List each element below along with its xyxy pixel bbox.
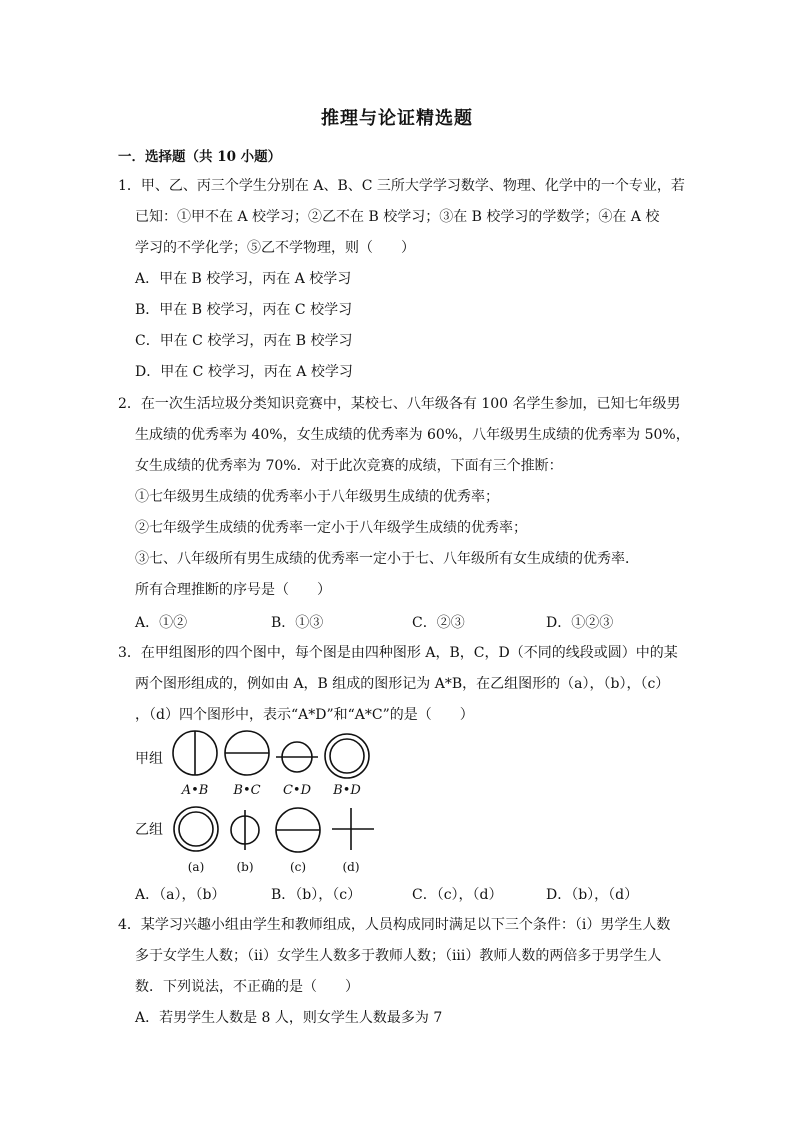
q4-line-3: 数．下列说法，不正确的是（ ）	[135, 979, 359, 995]
q4-option-a: A．若男学生人数是 8 人，则女学生人数最多为 7	[135, 1010, 443, 1026]
q4-line-2: 多于女学生人数；（ii）女学生人数多于教师人数；（iii）教师人数的两倍多于男学生人	[135, 948, 662, 964]
q2-line-7: 所有合理推断的序号是（ ）	[135, 582, 331, 598]
caption-figure-c: (c)	[289, 860, 307, 874]
q1-line-1: 1．甲、乙、丙三个学生分别在 A、B、C 三所大学学习数学、物理、化学中的一个专业，若	[118, 178, 685, 194]
page-title: 推理与论证精选题	[321, 108, 473, 129]
q2-option-c: C．②③	[412, 615, 465, 631]
q1-line-3: 学习的不学化学；⑤乙不学物理，则（ ）	[135, 240, 415, 256]
q3-option-c: C．（c），（d）	[412, 887, 503, 903]
q1-line-2: 已知：①甲不在 A 校学习；②乙不在 B 校学习；③在 B 校学习的学数学；④在 A 校	[135, 209, 660, 225]
q3-line-1: 3．在甲组图形的四个图中，每个图是由四种图形 A，B，C，D（不同的线段或圆）中的某	[118, 645, 678, 661]
q1-option-b: B．甲在 B 校学习，丙在 C 校学习	[135, 302, 353, 318]
caption-figure-a: (a)	[187, 860, 205, 874]
q3-line-2: 两个图形组成的，例如由 A，B 组成的图形记为 A*B，在乙组图形的（a），（b），（c）	[135, 676, 670, 692]
q2-option-d: D．①②③	[546, 615, 614, 631]
caption-a-b: A•B	[181, 783, 209, 798]
q2-option-a: A．①②	[135, 615, 188, 631]
figure-c	[276, 808, 320, 852]
q3-option-b: B．（b），（c）	[271, 887, 362, 903]
q2-line-6: ③七、八年级所有男生成绩的优秀率一定小于七、八年级所有女生成绩的优秀率．	[135, 551, 639, 567]
figure-c-d	[276, 742, 318, 772]
figure-b	[231, 810, 259, 850]
q3-line-3: ，（d）四个图形中，表示“A*D”和“A*C”的是（ ）	[135, 707, 474, 723]
group-b-label: 乙组	[135, 822, 163, 838]
q2-line-4: ①七年级男生成绩的优秀率小于八年级男生成绩的优秀率；	[135, 489, 499, 505]
caption-b-c: B•C	[233, 783, 261, 798]
q1-option-d: D．甲在 C 校学习，丙在 A 校学习	[135, 364, 353, 380]
figure-a	[174, 807, 218, 851]
figure-a-b	[173, 731, 217, 775]
group-a-label: 甲组	[135, 751, 163, 767]
figure-b-c	[225, 731, 269, 775]
q4-line-1: 4．某学习兴趣小组由学生和教师组成，人员构成同时满足以下三个条件：（i）男学生人数	[118, 917, 671, 933]
caption-figure-b: (b)	[236, 860, 254, 874]
q2-option-b: B．①③	[271, 615, 324, 631]
caption-figure-d: (d)	[342, 860, 360, 874]
figure-d	[332, 808, 374, 850]
q1-option-c: C．甲在 C 校学习，丙在 B 校学习	[135, 333, 353, 349]
q3-option-a: A．（a），（b）	[135, 887, 226, 903]
caption-c-d: C•D	[282, 783, 312, 798]
q2-line-1: 2．在一次生活垃圾分类知识竞赛中，某校七、八年级各有 100 名学生参加，已知七年级男	[118, 396, 681, 412]
q1-option-a: A．甲在 B 校学习，丙在 A 校学习	[135, 271, 352, 287]
figure-b-d	[325, 734, 369, 778]
q2-line-3: 女生成绩的优秀率为 70%．对于此次竞赛的成绩，下面有三个推断：	[135, 458, 563, 474]
q2-line-2: 生成绩的优秀率为 40%，女生成绩的优秀率为 60%，八年级男生成绩的优秀率为 50%，	[135, 427, 690, 443]
q2-line-5: ②七年级学生成绩的优秀率一定小于八年级学生成绩的优秀率；	[135, 520, 527, 536]
caption-b-d: B•D	[333, 783, 361, 798]
section-heading: 一．选择题（共 10 小题）	[118, 149, 282, 165]
q3-option-d: D．（b），（d）	[546, 887, 639, 903]
